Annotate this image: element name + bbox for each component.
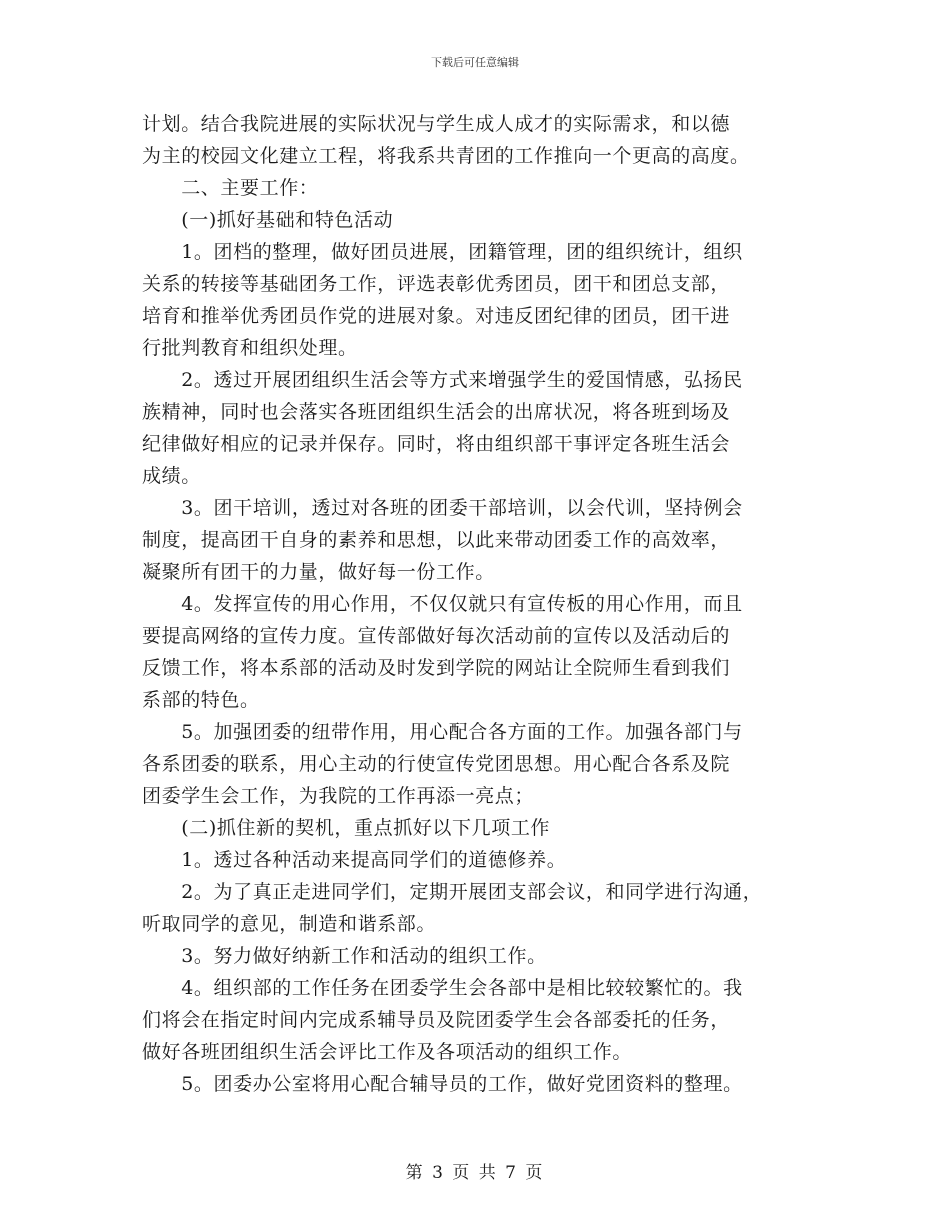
text-line: 系部的特色。 <box>142 689 260 711</box>
document-body <box>142 108 822 1100</box>
text-line: 纪律做好相应的记录并保存。同时，将由组织部干事评定各班生活会 <box>142 433 731 455</box>
page-number-footer: 第 3 页 共 7 页 <box>405 1163 545 1183</box>
text-line: 为主的校园文化建立工程，将我系共青团的工作推向一个更高的高度。 <box>142 145 750 167</box>
text-line: 2。透过开展团组织生活会等方式来增强学生的爱国情感，弘扬民 <box>142 369 743 391</box>
text-line: 4。发挥宣传的用心作用，不仅仅就只有宣传板的用心作用，而且 <box>142 593 743 615</box>
text-line: 3。努力做好纳新工作和活动的组织工作。 <box>142 945 547 967</box>
text-line: 1。团档的整理，做好团员进展，团籍管理，团的组织统计，组织 <box>142 241 743 263</box>
text-line: 做好各班团组织生活会评比工作及各项活动的组织工作。 <box>142 1041 633 1063</box>
text-line: 制度，提高团干自身的素养和思想，以此来带动团委工作的高效率， <box>142 529 731 551</box>
text-line: 各系团委的联系，用心主动的行使宣传党团思想。用心配合各系及院 <box>142 753 731 775</box>
text-line: 3。团干培训，透过对各班的团委干部培训，以会代训，坚持例会 <box>142 497 743 519</box>
text-line: 行批判教育和组织处理。 <box>142 337 358 359</box>
subsection-heading: (二)抓住新的契机，重点抓好以下几项工作 <box>142 817 551 839</box>
text-line: 听取同学的意见，制造和谐系部。 <box>142 913 437 935</box>
text-line: 族精神，同时也会落实各班团组织生活会的出席状况，将各班到场及 <box>142 401 731 423</box>
text-line: 团委学生会工作，为我院的工作再添一亮点； <box>142 785 535 807</box>
text-line: 凝聚所有团干的力量，做好每一份工作。 <box>142 561 495 583</box>
text-line: 2。为了真正走进同学们，定期开展团支部会议，和同学进行沟通， <box>142 881 763 903</box>
section-heading: 二、主要工作： <box>142 177 319 199</box>
page-header-note: 下载后可任意编辑 <box>431 56 519 69</box>
text-line: 培育和推举优秀团员作党的进展对象。对违反团纪律的团员，团干进 <box>142 305 731 327</box>
text-line: 4。组织部的工作任务在团委学生会各部中是相比较较繁忙的。我 <box>142 977 743 999</box>
text-line: 成绩。 <box>142 465 201 487</box>
subsection-heading: (一)抓好基础和特色活动 <box>142 209 394 231</box>
text-line: 们将会在指定时间内完成系辅导员及院团委学生会各部委托的任务， <box>142 1009 731 1031</box>
text-line: 5。团委办公室将用心配合辅导员的工作，做好党团资料的整理。 <box>142 1073 743 1095</box>
text-line: 关系的转接等基础团务工作，评选表彰优秀团员，团干和团总支部， <box>142 273 731 295</box>
text-line: 要提高网络的宣传力度。宣传部做好每次活动前的宣传以及活动后的 <box>142 625 731 647</box>
text-line: 计划。结合我院进展的实际状况与学生成人成才的实际需求，和以德 <box>142 113 731 135</box>
text-line: 1。透过各种活动来提高同学们的道德修养。 <box>142 849 567 871</box>
text-line: 反馈工作，将本系部的活动及时发到学院的网站让全院师生看到我们 <box>142 657 731 679</box>
text-line: 5。加强团委的纽带作用，用心配合各方面的工作。加强各部门与 <box>142 721 743 743</box>
